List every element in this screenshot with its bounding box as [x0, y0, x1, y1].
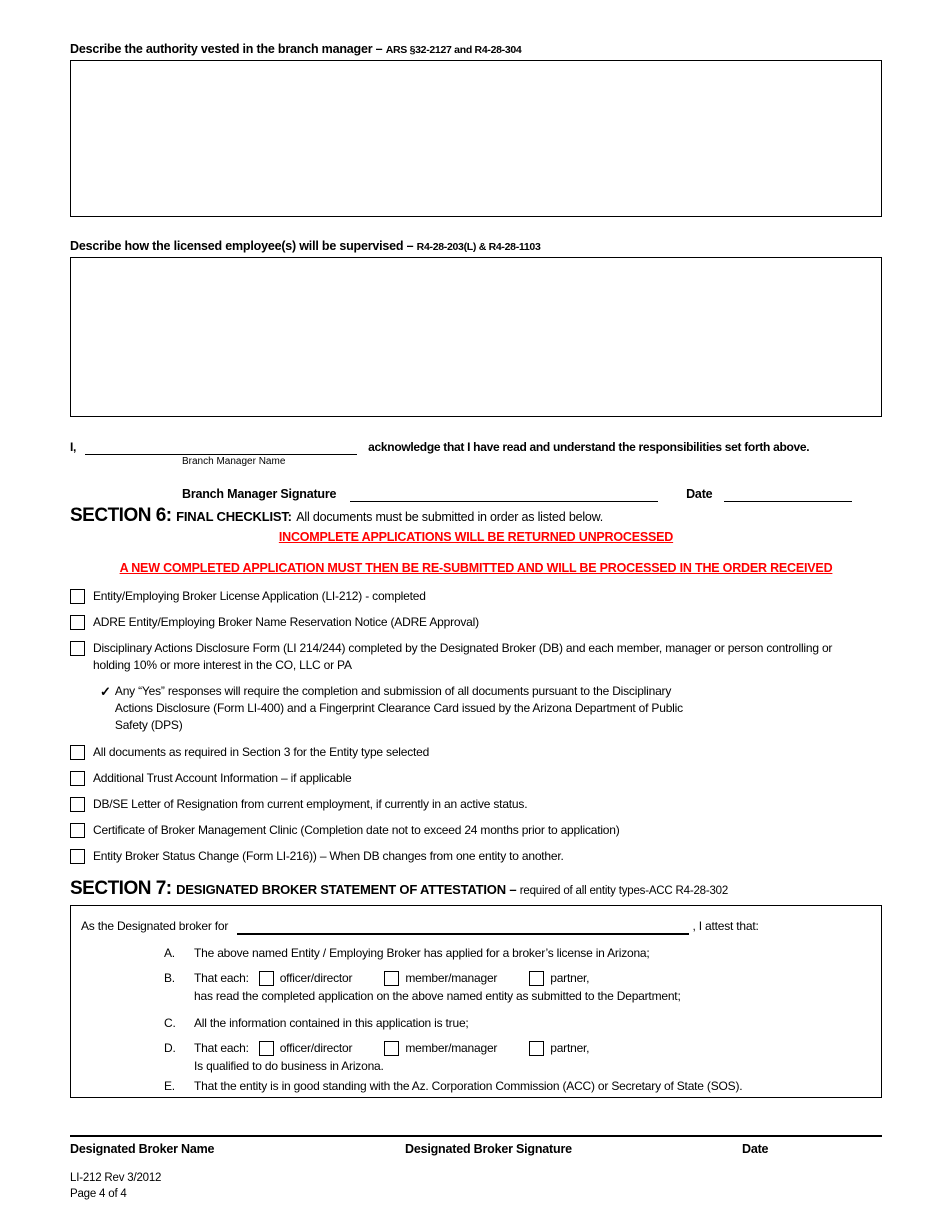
- attestation-item-b: [164, 970, 871, 987]
- checklist-item-label: Entity/Employing Broker License Application (LI-212) - completed: [93, 589, 426, 603]
- item-lead: That each:: [194, 1041, 249, 1055]
- yes-responses-note: [100, 683, 882, 734]
- signature-row: [182, 486, 882, 502]
- attestation-intro: [81, 918, 871, 935]
- option-label: partner,: [550, 971, 590, 985]
- ack-statement: acknowledge that I have read and understand the responsibilities set forth above.: [368, 440, 810, 454]
- warning-resubmit: A NEW COMPLETED APPLICATION MUST THEN BE RE-SUBMITTED AND WILL BE PROCESSED IN THE ORDER RECEIVED: [119, 561, 833, 575]
- checklist-row: [70, 822, 882, 839]
- checkbox-li212-completed[interactable]: [70, 589, 85, 604]
- final-checklist: [70, 588, 882, 865]
- supervision-description-box[interactable]: [70, 257, 882, 417]
- checklist-row: [70, 588, 882, 605]
- option-label: member/manager: [405, 971, 498, 985]
- checklist-row: [70, 770, 882, 787]
- section7-title: SECTION 7:: [70, 878, 172, 899]
- item-letter: C.: [164, 1016, 176, 1030]
- item-text: All the information contained in this application is true;: [194, 1016, 469, 1030]
- supervision-label-text: Describe how the licensed employee(s) will be supervised –: [70, 239, 417, 253]
- item-letter: B.: [164, 971, 175, 985]
- section6-title: SECTION 6:: [70, 505, 172, 526]
- attestation-box: [70, 905, 882, 1098]
- checkbox-broker-management-clinic[interactable]: [70, 823, 85, 838]
- supervision-statute-ref: R4-28-203(L) & R4-28-1103: [416, 241, 541, 253]
- checklist-row: [70, 796, 882, 813]
- section6-subtitle: FINAL CHECKLIST:: [176, 509, 292, 524]
- authority-statute-ref: ARS §32-2127 and R4-28-304: [385, 44, 522, 56]
- check-icon: ✓: [100, 684, 111, 699]
- ack-prefix: I,: [70, 440, 77, 454]
- section6-description: All documents must be submitted in order as listed below.: [296, 510, 604, 524]
- note-text: Any “Yes” responses will require the completion and submission of all documents pursuant to the Disciplinary Actions Disclosure (Form LI-400) and a Fingerprint Clearance Card issued by the Arizona Department of Public Safety (DPS): [114, 684, 683, 732]
- designated-broker-signature-label: Designated Broker Signature: [405, 1142, 572, 1156]
- checkbox-disciplinary-disclosure[interactable]: [70, 641, 85, 656]
- signature-date-label: Date: [686, 487, 713, 501]
- signature-date-field[interactable]: [724, 488, 852, 502]
- b-partner-checkbox[interactable]: [529, 971, 544, 986]
- section7-subtitle: DESIGNATED BROKER STATEMENT OF ATTESTATION –: [176, 882, 520, 897]
- item-letter: A.: [164, 946, 175, 960]
- form-meta: [70, 1170, 161, 1202]
- checklist-row: [70, 848, 882, 865]
- checklist-row: [70, 614, 882, 631]
- branch-manager-name-field[interactable]: [85, 441, 357, 455]
- checkbox-adre-name-reservation[interactable]: [70, 615, 85, 630]
- checkbox-trust-account-info[interactable]: [70, 771, 85, 786]
- attestation-intro-prefix: As the Designated broker for: [81, 919, 229, 933]
- d-member-manager-checkbox[interactable]: [384, 1041, 399, 1056]
- b-officer-director-checkbox[interactable]: [259, 971, 274, 986]
- option-label: partner,: [550, 1041, 590, 1055]
- footer-date-label: Date: [742, 1142, 769, 1156]
- checklist-item-label: Disciplinary Actions Disclosure Form (LI 214/244) completed by the Designated Broker (DB) and each member, manager or person controlling or holding 10% or more interest in the CO, LLC or PA: [93, 641, 833, 672]
- option-label: officer/director: [279, 971, 353, 985]
- section7-heading: [70, 879, 882, 901]
- attestation-item-e: [164, 1078, 871, 1095]
- item-text: The above named Entity / Employing Broker has applied for a broker’s license in Arizona;: [194, 946, 650, 960]
- designated-broker-for-field[interactable]: [237, 920, 689, 935]
- authority-label-text: Describe the authority vested in the branch manager –: [70, 42, 386, 56]
- checklist-row: [70, 744, 882, 761]
- item-text: That the entity is in good standing with the Az. Corporation Commission (ACC) or Secretary of State (SOS).: [194, 1079, 743, 1093]
- branch-manager-signature-label: Branch Manager Signature: [182, 487, 337, 501]
- d-officer-director-checkbox[interactable]: [259, 1041, 274, 1056]
- page-number: Page 4 of 4: [70, 1188, 127, 1200]
- attestation-item-a: [164, 945, 871, 962]
- section6-heading: [70, 506, 882, 527]
- item-lead: That each:: [194, 971, 249, 985]
- checklist-item-label: Additional Trust Account Information – if applicable: [93, 771, 352, 785]
- checklist-row: [70, 640, 882, 674]
- section7-description: required of all entity types-ACC R4-28-302: [519, 885, 729, 897]
- checkbox-resignation-letter[interactable]: [70, 797, 85, 812]
- d-partner-checkbox[interactable]: [529, 1041, 544, 1056]
- item-letter: D.: [164, 1041, 176, 1055]
- checklist-item-label: Entity Broker Status Change (Form LI-216)) – When DB changes from one entity to another.: [93, 849, 564, 863]
- checklist-item-label: All documents as required in Section 3 for the Entity type selected: [93, 745, 430, 759]
- attestation-item-d-continuation: Is qualified to do business in Arizona.: [194, 1059, 384, 1073]
- authority-section-label: [70, 42, 882, 58]
- supervision-section-label: [70, 239, 882, 255]
- branch-manager-name-sublabel: Branch Manager Name: [182, 456, 286, 467]
- signature-footer: [70, 1135, 882, 1156]
- attestation-item-b-continuation: has read the completed application on the above named entity as submitted to the Department;: [194, 989, 681, 1003]
- attestation-item-c: [164, 1015, 871, 1032]
- item-letter: E.: [164, 1079, 175, 1093]
- warning-incomplete: INCOMPLETE APPLICATIONS WILL BE RETURNED UNPROCESSED: [278, 530, 674, 544]
- designated-broker-name-label: Designated Broker Name: [70, 1142, 215, 1156]
- attestation-intro-suffix: , I attest that:: [692, 919, 759, 933]
- checklist-item-label: ADRE Entity/Employing Broker Name Reservation Notice (ADRE Approval): [93, 615, 479, 629]
- attestation-item-d: [164, 1040, 871, 1057]
- checklist-item-label: DB/SE Letter of Resignation from current employment, if currently in an active status.: [93, 797, 528, 811]
- branch-manager-signature-field[interactable]: [350, 488, 658, 502]
- b-member-manager-checkbox[interactable]: [384, 971, 399, 986]
- acknowledgement-row: [70, 439, 882, 455]
- form-number: LI-212 Rev 3/2012: [70, 1172, 162, 1184]
- option-label: officer/director: [279, 1041, 353, 1055]
- checkbox-section3-documents[interactable]: [70, 745, 85, 760]
- checklist-item-label: Certificate of Broker Management Clinic (Completion date not to exceed 24 months prior to application): [93, 823, 620, 837]
- authority-description-box[interactable]: [70, 60, 882, 217]
- checkbox-entity-broker-status-change[interactable]: [70, 849, 85, 864]
- option-label: member/manager: [405, 1041, 498, 1055]
